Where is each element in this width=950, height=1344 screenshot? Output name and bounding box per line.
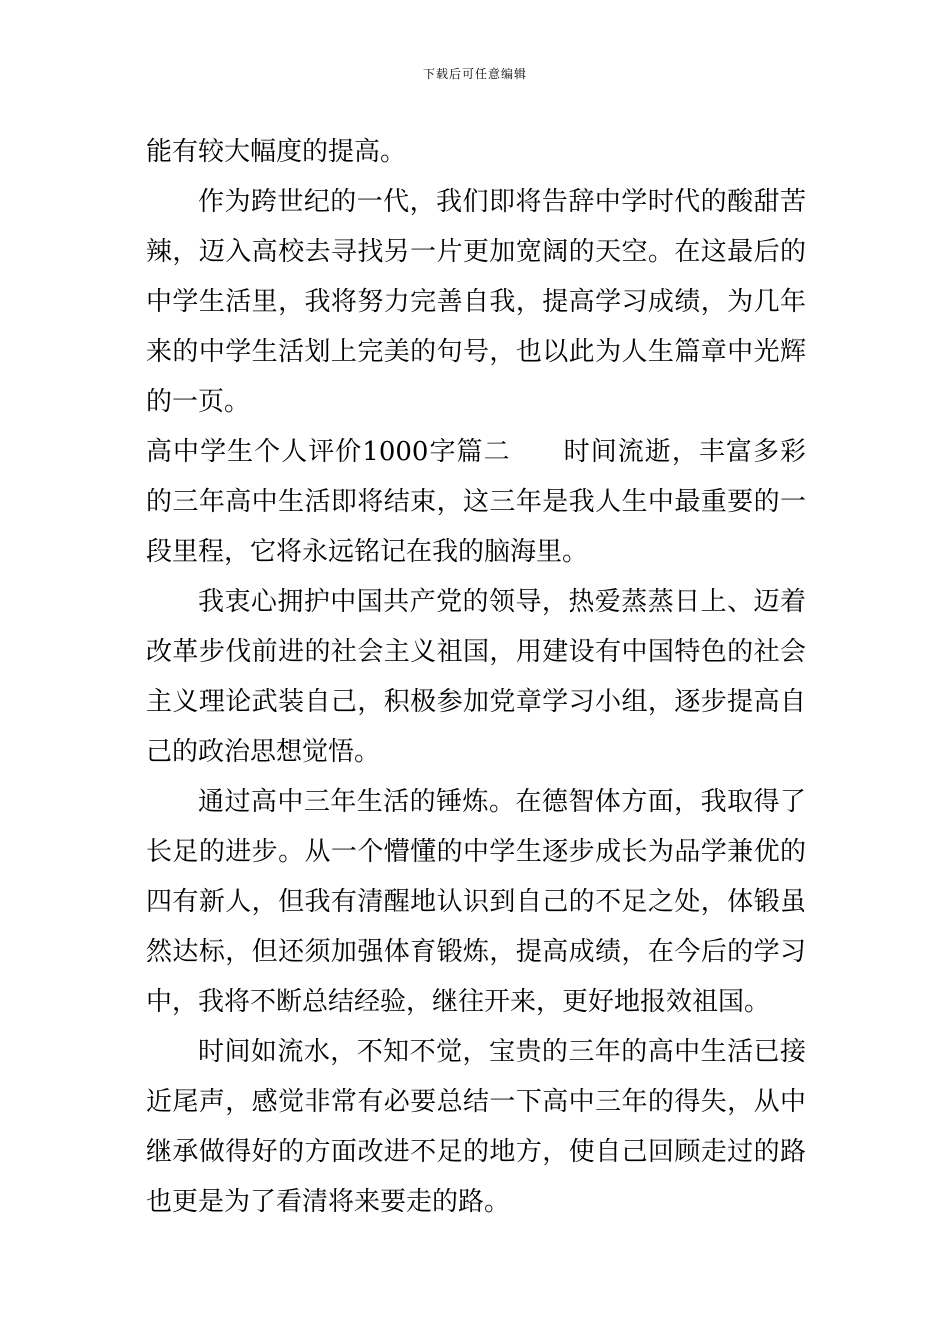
page-header: 下载后可任意编辑 <box>422 67 527 81</box>
paragraph: 通过高中三年生活的锤炼。在德智体方面，我取得了长足的进步。从一个懵懂的中学生逐步成长为品学兼优的四有新人，但我有清醒地认识到自己的不足之处，体锻虽然达标，但还须加强体育锻炼，提高成绩，在今后的学习中，我将不断总结经验，继往开来，更好地报效祖国。 <box>146 787 806 1017</box>
paragraph-continuation: 能有较大幅度的提高。 <box>146 137 407 167</box>
paragraph: 时间如流水，不知不觉，宝贵的三年的高中生活已接近尾声，感觉非常有必要总结一下高中三年的得失，从中继承做得好的方面改进不足的地方，使自己回顾走过的路也更是为了看清将来要走的路。 <box>146 1037 806 1217</box>
section-title: 高中学生个人评价1000字篇二 <box>146 437 511 467</box>
paragraph: 作为跨世纪的一代，我们即将告辞中学时代的酸甜苦辣，迈入高校去寻找另一片更加宽阔的天空。在这最后的中学生活里，我将努力完善自我，提高学习成绩，为几年来的中学生活划上完美的句号，也以此为人生篇章中光辉的一页。 <box>146 187 806 417</box>
document-body <box>146 127 806 1227</box>
section-heading-paragraph <box>146 427 806 577</box>
paragraph-text: 时间流逝，丰富多彩的三年高中生活即将结束，这三年是我人生中最重要的一段里程，它将永远铭记在我的脑海里。 <box>146 437 806 567</box>
paragraph: 我衷心拥护中国共产党的领导，热爱蒸蒸日上、迈着改革步伐前进的社会主义祖国，用建设有中国特色的社会主义理论武装自己，积极参加党章学习小组，逐步提高自己的政治思想觉悟。 <box>146 587 806 767</box>
